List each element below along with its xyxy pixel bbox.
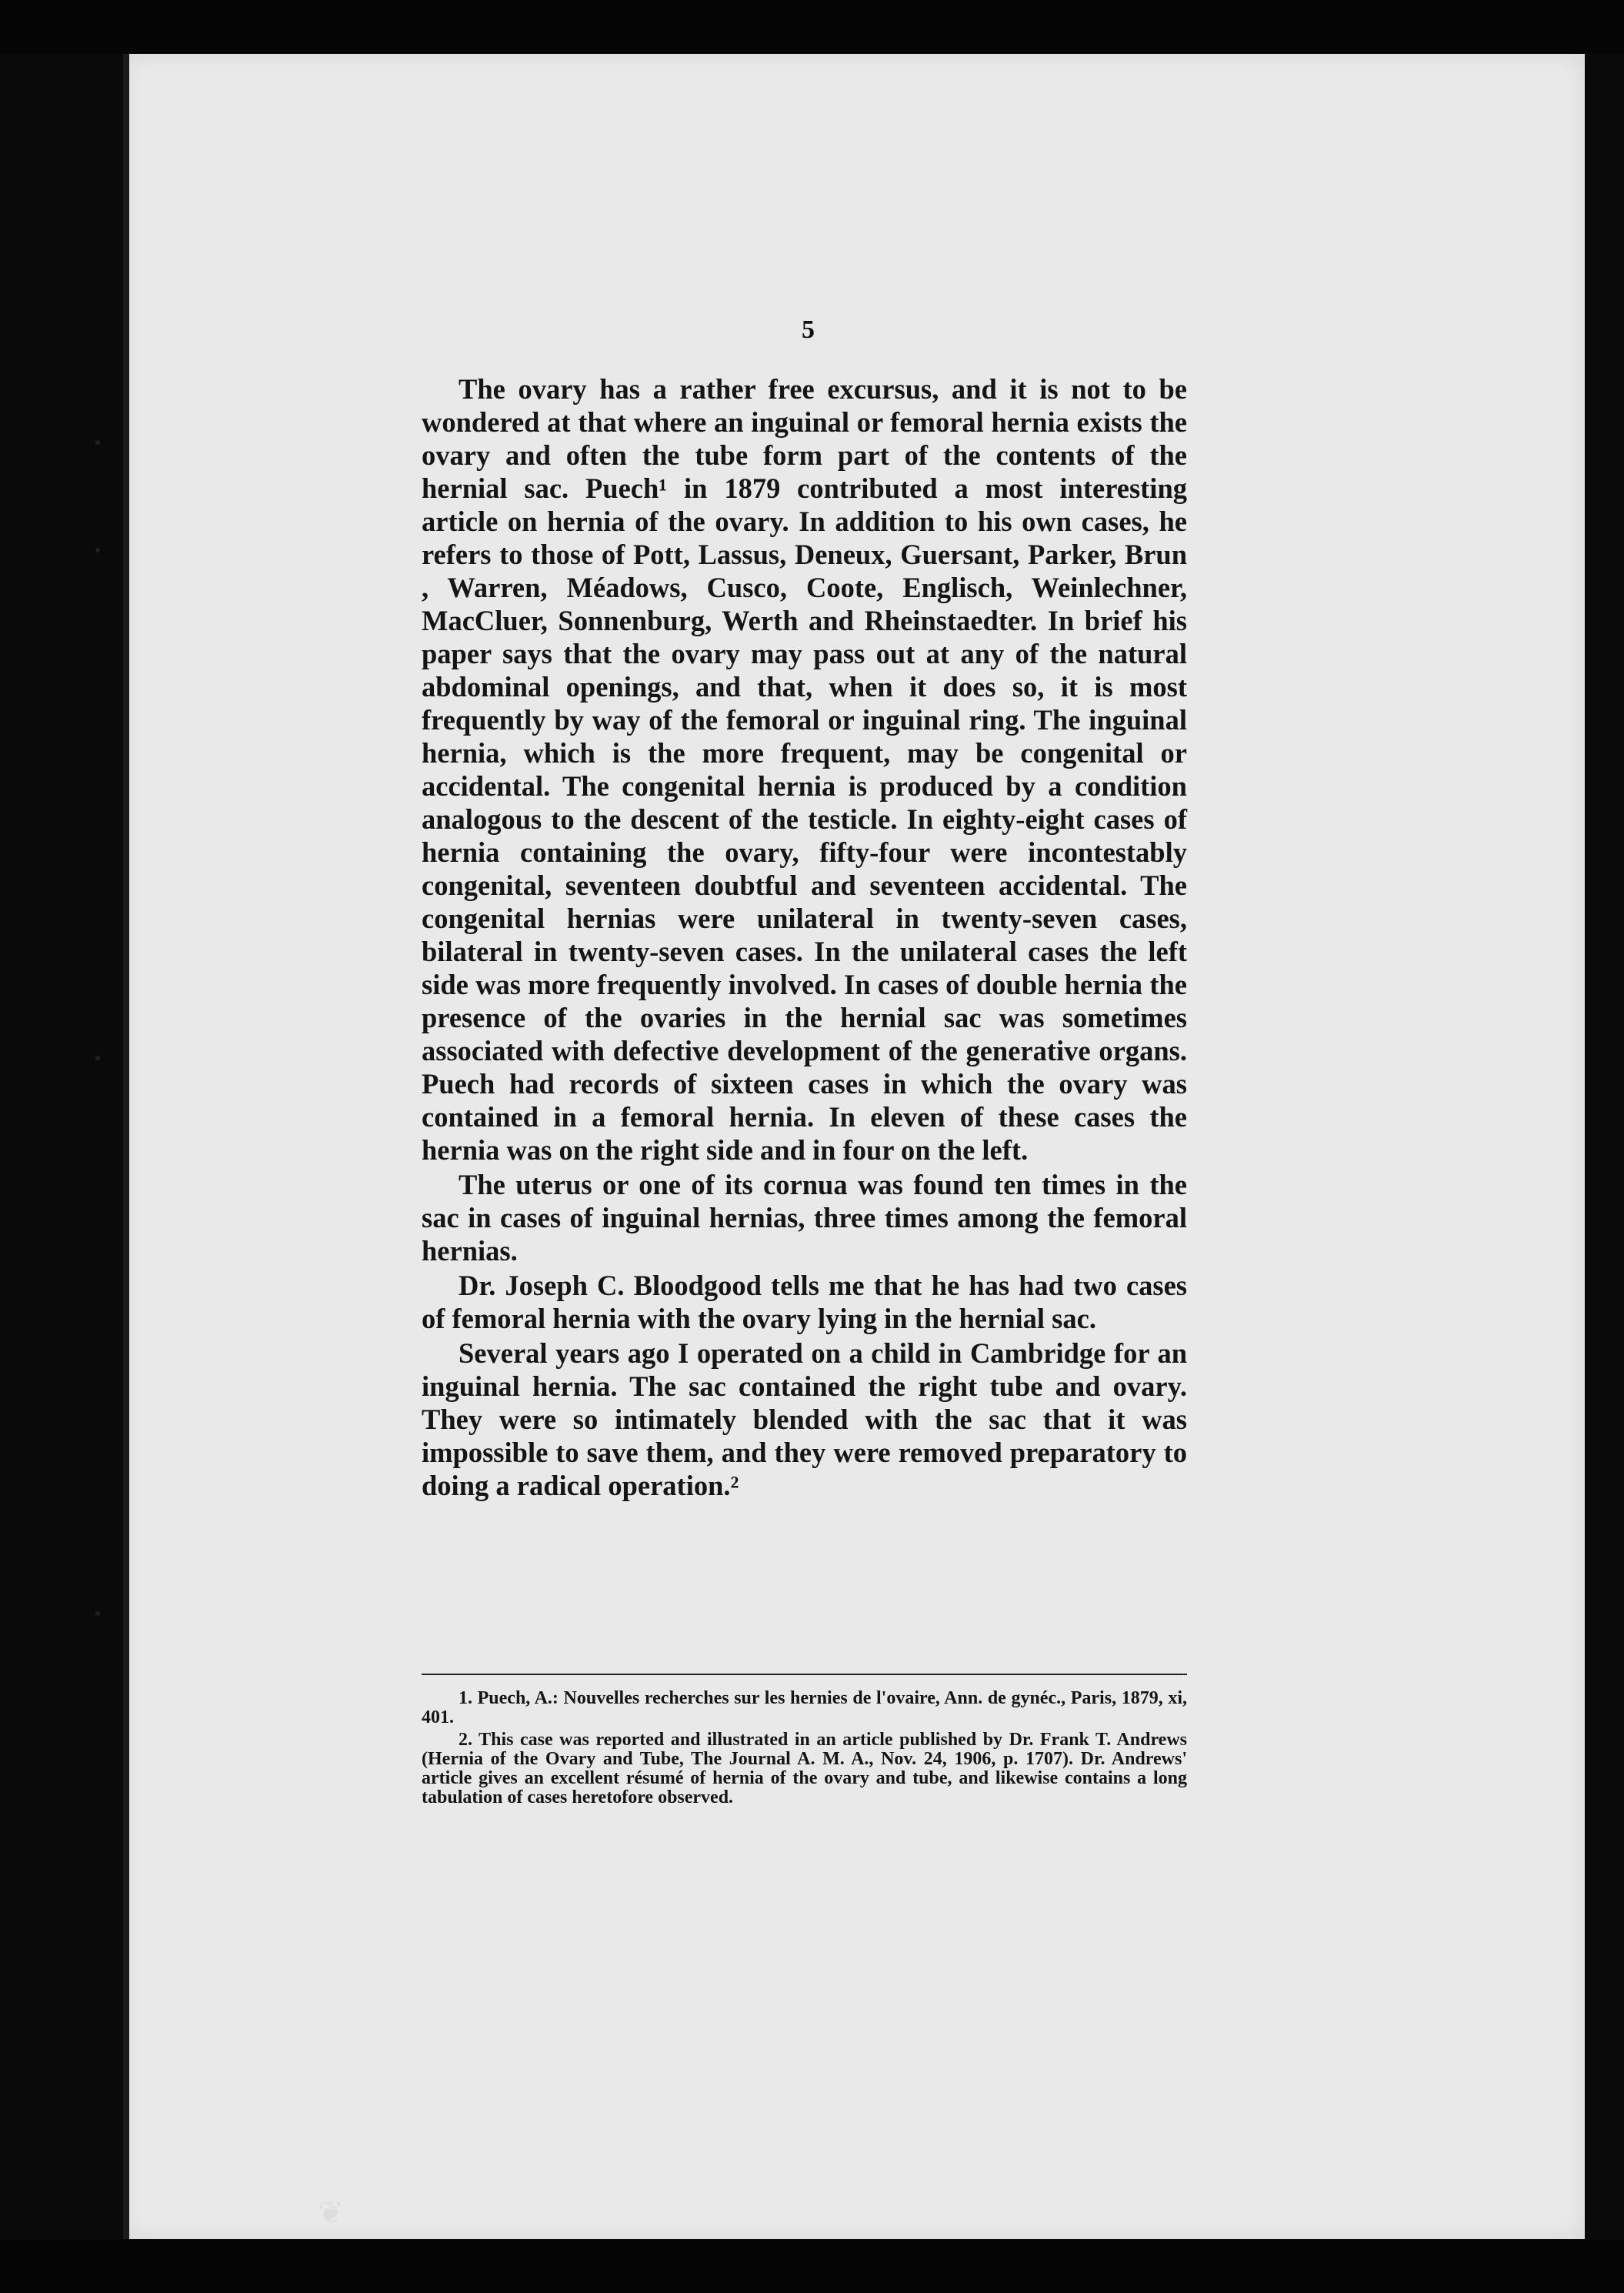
margin-dot xyxy=(95,1056,100,1060)
paragraph: The ovary has a rather free excursus, and it is not to be wondered at that where an inguinal or femoral hernia exists the ovary and often the tube form part of the contents of the hernial sac. Puech¹ in 1879 contributed a most interesting article on hernia of the ovary. In addition to his own cases, he refers to those of Pott, Lassus, Deneux, Guersant, Parker, Brun , Warren, Méadows, Cusco, Coote, Englisch, Weinlechner, MacCluer, Sonnenburg, Werth and Rheinstaedter. In brief his paper says that the ovary may pass out at any of the natural abdominal openings, and that, when it does so, it is most frequently by way of the femoral or inguinal ring. The inguinal hernia, which is the more frequent, may be congenital or accidental. The congenital hernia is produced by a condition analogous to the descent of the testicle. In eighty-eight cases of hernia containing the ovary, fifty-four were incontestably congenital, seventeen doubtful and seventeen accidental. The congenital hernias were unilateral in twenty-seven cases, bilateral in twenty-seven cases. In the unilateral cases the left side was more frequently involved. In cases of double hernia the presence of the ovaries in the hernial sac was sometimes associated with defective development of the generative organs. Puech had records of sixteen cases in which the ovary was contained in a femoral hernia. In eleven of these cases the hernia was on the right side and in four on the left. xyxy=(422,373,1187,1166)
scan-bottom-border xyxy=(0,2239,1624,2293)
page-edge xyxy=(123,54,129,2239)
paragraph: Several years ago I operated on a child in Cambridge for an inguinal hernia. The sac contained the right tube and ovary. They were so intimately blended with the sac that it was impossible to save them, and they were removed preparatory to doing a radical operation.² xyxy=(422,1337,1187,1501)
library-stamp-icon: ❦ xyxy=(318,2195,344,2231)
paragraph: Dr. Joseph C. Bloodgood tells me that he has had two cases of femoral hernia with the ovary lying in the hernial sac. xyxy=(422,1270,1187,1334)
footnote: 1. Puech, A.: Nouvelles recherches sur les hernies de l'ovaire, Ann. de gynéc., Paris, 1879, xi, 401. xyxy=(422,1688,1187,1727)
paragraph: The uterus or one of its cornua was found ten times in the sac in cases of inguinal hernias, three times among the femoral hernias. xyxy=(422,1169,1187,1267)
margin-dot xyxy=(95,440,100,445)
body-text xyxy=(422,372,1187,1504)
page-number: 5 xyxy=(802,315,815,344)
margin-dot xyxy=(95,548,100,552)
footnote-divider xyxy=(422,1674,1187,1675)
footnotes xyxy=(422,1689,1187,1811)
margin-dot xyxy=(95,1611,100,1616)
scan-top-border xyxy=(0,0,1624,54)
footnote: 2. This case was reported and illustrated in an article published by Dr. Frank T. Andrews (Hernia of the Ovary and Tube, The Journal A. M. A., Nov. 24, 1906, p. 1707). Dr. Andrews' article gives an excellent résumé of hernia of the ovary and tube, and likewise contains a long tabulation of cases heretofore observed. xyxy=(422,1730,1187,1807)
